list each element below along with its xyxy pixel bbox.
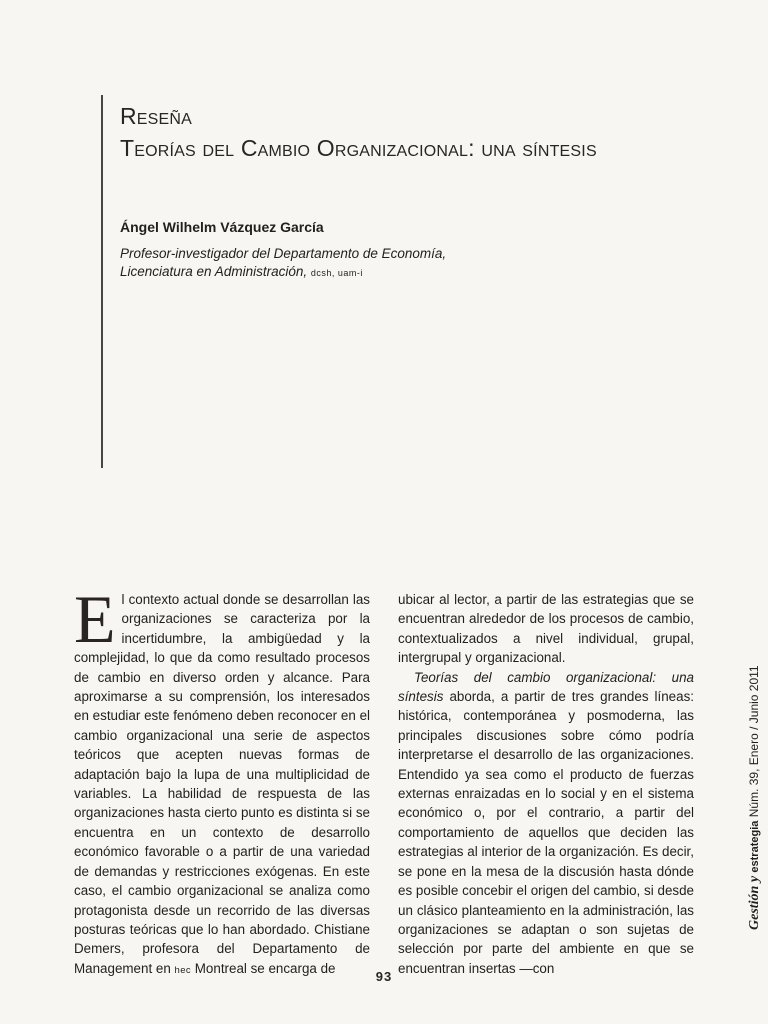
left-column-text: l contexto actual donde se desarrollan las organizaciones se caracteriza por la incertidumbre, la ambigüedad y la complejidad, lo que da como resultado procesos de cambio en diverso orden y alcance. Para aproximarse a su comprensión, los interesados en estudiar este fenómeno deben reconocer en el cambio organizacional una serie de aspectos teóricos que acepten nuevas formas de adaptación bajo la lupa de una multiplicidad de variables. La habilidad de respuesta de las organizaciones hasta cierto punto es distinta si se encuentra en un contexto de desarrollo económico favorable o a partir de una variedad de demandas y restricciones exógenas. En este caso, el cambio organizacional se analiza como protagonista desde un recorrido de las diversas posturas teóricas que lo han abordado. Chistiane Demers, profesora del Departamento de Management en — [74, 592, 370, 976]
body-column-right — [398, 590, 694, 978]
right-paragraph-2-text: aborda, a partir de tres grandes líneas: histórica, contemporánea y posmoderna, las principales discusiones sobre cómo podría interpretarse el desarrollo de las organizaciones. Entendido ya sea como el producto de fuerzas externas enraizadas en lo social y en el sistema económico o, por el contrario, a partir del comportamiento de aquellos que deciden las estrategias al interior de la organización. Es decir, se pone en la mesa de la discusión hasta dónde es posible concebir el origen del cambio, si desde un clásico planteamiento en la administración, las organizaciones se adaptan o son sujetas de selección por parte del ambiente en que se encuentran insertas —con — [398, 689, 694, 976]
article-title: Teorías del Cambio Organizacional: una síntesis — [120, 135, 597, 161]
right-paragraph-1: ubicar al lector, a partir de las estrategias que se encuentran alrededor de los procesos de cambio, contextualizados a nivel individual, grupal, intergrupal y organizacional. — [398, 592, 694, 666]
article-header — [120, 100, 720, 164]
left-column-end: Montreal se encarga de — [194, 960, 336, 976]
affiliation-line-2 — [120, 263, 480, 282]
institution-abbr: hec — [174, 964, 192, 976]
body-column-left — [74, 581, 370, 980]
author-name: Ángel Wilhelm Vázquez García — [120, 219, 324, 235]
affiliation-abbr: dcsh, uam-i — [310, 268, 363, 278]
vertical-rule — [101, 95, 103, 468]
section-label: Reseña — [120, 103, 193, 129]
affiliation-line-1: Profesor-investigador del Departamento de Economía, — [120, 246, 447, 261]
journal-name: Gestión y — [747, 875, 762, 930]
journal-name-2: estrategia — [749, 820, 761, 873]
affiliation-program: Licenciatura en Administración, — [120, 264, 308, 279]
book-title-reference: Teorías del cambio organizacional: una síntesis — [398, 669, 694, 705]
issue-info: Núm. 39, Enero / Junio 2011 — [747, 665, 761, 818]
drop-cap: E — [74, 581, 116, 657]
page-number: 93 — [375, 969, 393, 984]
author-affiliation — [120, 245, 480, 282]
journal-sidebar — [747, 665, 763, 930]
right-paragraph-2 — [398, 668, 694, 979]
body-paragraph — [74, 581, 370, 980]
